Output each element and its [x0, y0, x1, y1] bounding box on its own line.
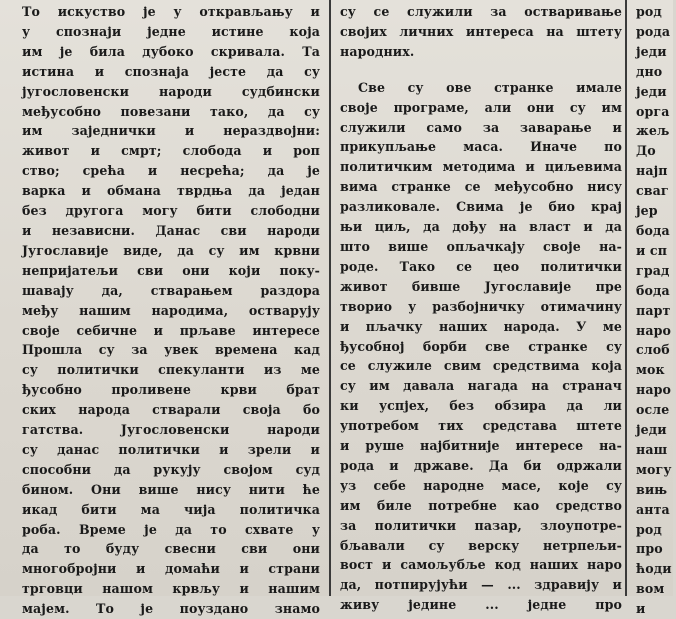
text-line: бином. Они више нису нити ће — [22, 481, 320, 497]
text-line: своје програме, али они су им — [340, 99, 622, 115]
text-line: и — [636, 601, 646, 617]
text-line: слоб — [636, 342, 670, 358]
text-line: бода — [636, 222, 670, 238]
text-line: што више опљачкају своје на- — [340, 238, 622, 254]
text-line: род — [636, 521, 662, 537]
text-line: наро — [636, 382, 671, 398]
text-line: политичким методима и циљевима — [340, 159, 622, 175]
text-line: осле — [636, 402, 670, 418]
text-line: и сп — [636, 242, 668, 258]
text-line: ки успјех, без обзира да ли — [340, 398, 622, 414]
text-line: ство; срећа и несрећа; да је — [22, 163, 320, 179]
text-line: град — [636, 262, 670, 278]
text-line: вост и самољубље код наших наро — [340, 557, 622, 573]
text-line: своје себичне и прљаве интересе — [22, 322, 320, 338]
text-line: ђусобној борби све странке су — [340, 338, 622, 354]
text-line: про — [636, 541, 663, 557]
text-line: и независни. Данас сви народи — [22, 222, 320, 238]
text-line: мајем. То је поуздано знамо — [22, 601, 320, 617]
text-line: Југославије виде, да су им крвни — [22, 242, 320, 258]
text-line: да, потпирујући — ... здравију и — [340, 577, 622, 593]
text-line: многобројни и домаћи и страни — [22, 561, 320, 577]
text-line: им заједнички и нераздвојни: — [22, 123, 320, 139]
text-line: најп — [636, 163, 668, 179]
text-line: вињ — [636, 481, 668, 497]
text-line: рода — [636, 23, 671, 39]
text-line: гатства. Југословенски народи — [22, 422, 320, 438]
paragraph-gap — [340, 62, 622, 78]
text-line: њи циљ, да дођу на власт и да — [340, 219, 622, 235]
text-line: дно — [636, 63, 663, 79]
text-line: разликовале. Свима је био крај — [340, 199, 622, 215]
text-line: анта — [636, 501, 670, 517]
text-column-middle — [340, 0, 622, 615]
text-line: уз себе народне масе, које су — [340, 477, 622, 493]
text-line: у спознаји једне истине која — [22, 23, 320, 39]
text-line: варка и обмана тврдња да један — [22, 183, 320, 199]
text-line: род — [636, 4, 662, 19]
text-line: им је била дубоко скривала. Та — [22, 43, 320, 59]
text-line: вом — [636, 581, 665, 597]
text-line: вима странке се међусобно нису — [340, 179, 622, 195]
text-line: живу једине ... једне про — [340, 597, 622, 613]
text-line: међу нашим народима, остварују — [22, 302, 320, 318]
text-line: прикупљање маса. Иначе по — [340, 139, 622, 155]
text-line: икад бити ма чија политичка — [22, 501, 320, 517]
text-line: мок — [636, 362, 665, 378]
text-line: Све су ове странке имале — [358, 79, 622, 95]
text-line: једи — [636, 43, 667, 59]
text-column-right-fragment — [636, 0, 676, 619]
text-line: међусобно повезани тако, да су — [22, 103, 320, 119]
text-line: До — [636, 143, 656, 159]
text-line: им биле потребне као средство — [340, 497, 622, 513]
text-line: непријатељи сви они који поку- — [22, 262, 320, 278]
text-line: су се служили за остваривање — [340, 4, 622, 19]
text-line: служили само за заварање и — [340, 119, 622, 135]
text-line: да то буду свесни сви они — [22, 541, 320, 557]
text-line: истина и спознаја јесте да су — [22, 63, 320, 79]
text-line: и руше најбитније интересе на- — [340, 438, 622, 454]
text-line: ђусобно проливене крви брат — [22, 382, 320, 398]
text-line: трговци нашом крвљу и нашим — [22, 581, 320, 597]
column-divider-right — [625, 0, 627, 596]
text-line: својих личних интереса на штету — [340, 23, 622, 39]
text-column-left — [22, 0, 320, 619]
text-line: употребом тих средстава штете — [340, 418, 622, 434]
text-line: парт — [636, 302, 671, 318]
text-line: живот и смрт; слобода и роп — [22, 143, 320, 159]
text-line: југословенски народи судбински — [22, 83, 320, 99]
column-divider-left — [329, 0, 331, 596]
text-line: јер — [636, 203, 658, 219]
text-line: су им давала нагада на странач — [340, 378, 622, 394]
text-line: сваг — [636, 183, 669, 199]
text-line: шавају да, стварањем раздора — [22, 282, 320, 298]
text-line: ћоди — [636, 561, 672, 577]
text-line: жељ — [636, 123, 670, 139]
text-line: наро — [636, 322, 671, 338]
text-line: бода — [636, 282, 670, 298]
text-line: живот бивше Југославије пре — [340, 278, 622, 294]
text-line: су данас политички и зрели и — [22, 441, 320, 457]
text-line: су политички спекуланти из ме — [22, 362, 320, 378]
text-line: једи — [636, 83, 667, 99]
text-line: Прошла су за увек времена кад — [22, 342, 320, 358]
text-line: се служиле свим средствима која — [340, 358, 622, 374]
text-line: наш — [636, 441, 668, 457]
text-line: орга — [636, 103, 670, 119]
text-line: бљавали су верску нетрпељи- — [340, 537, 622, 553]
text-line: роба. Време је да то схвате у — [22, 521, 320, 537]
text-line: могу — [636, 461, 672, 477]
text-line: и пљачку наших народа. У ме — [340, 318, 622, 334]
text-line: роде. Тако се цео политички — [340, 258, 622, 274]
text-line: једи — [636, 422, 667, 438]
text-line: То искуство је у открављању и — [22, 4, 320, 19]
text-line: рода и државе. Да би одржали — [340, 457, 622, 473]
text-line: без другога могу бити слободни — [22, 203, 320, 219]
text-line: ских народа стварали своја бо — [22, 402, 320, 418]
text-line: за политички пазар, злоупотре- — [340, 517, 622, 533]
text-line: способни да рукују својом суд — [22, 461, 320, 477]
text-line: творио у разбојничку отимачину — [340, 298, 622, 314]
text-line: народних. — [340, 43, 415, 59]
